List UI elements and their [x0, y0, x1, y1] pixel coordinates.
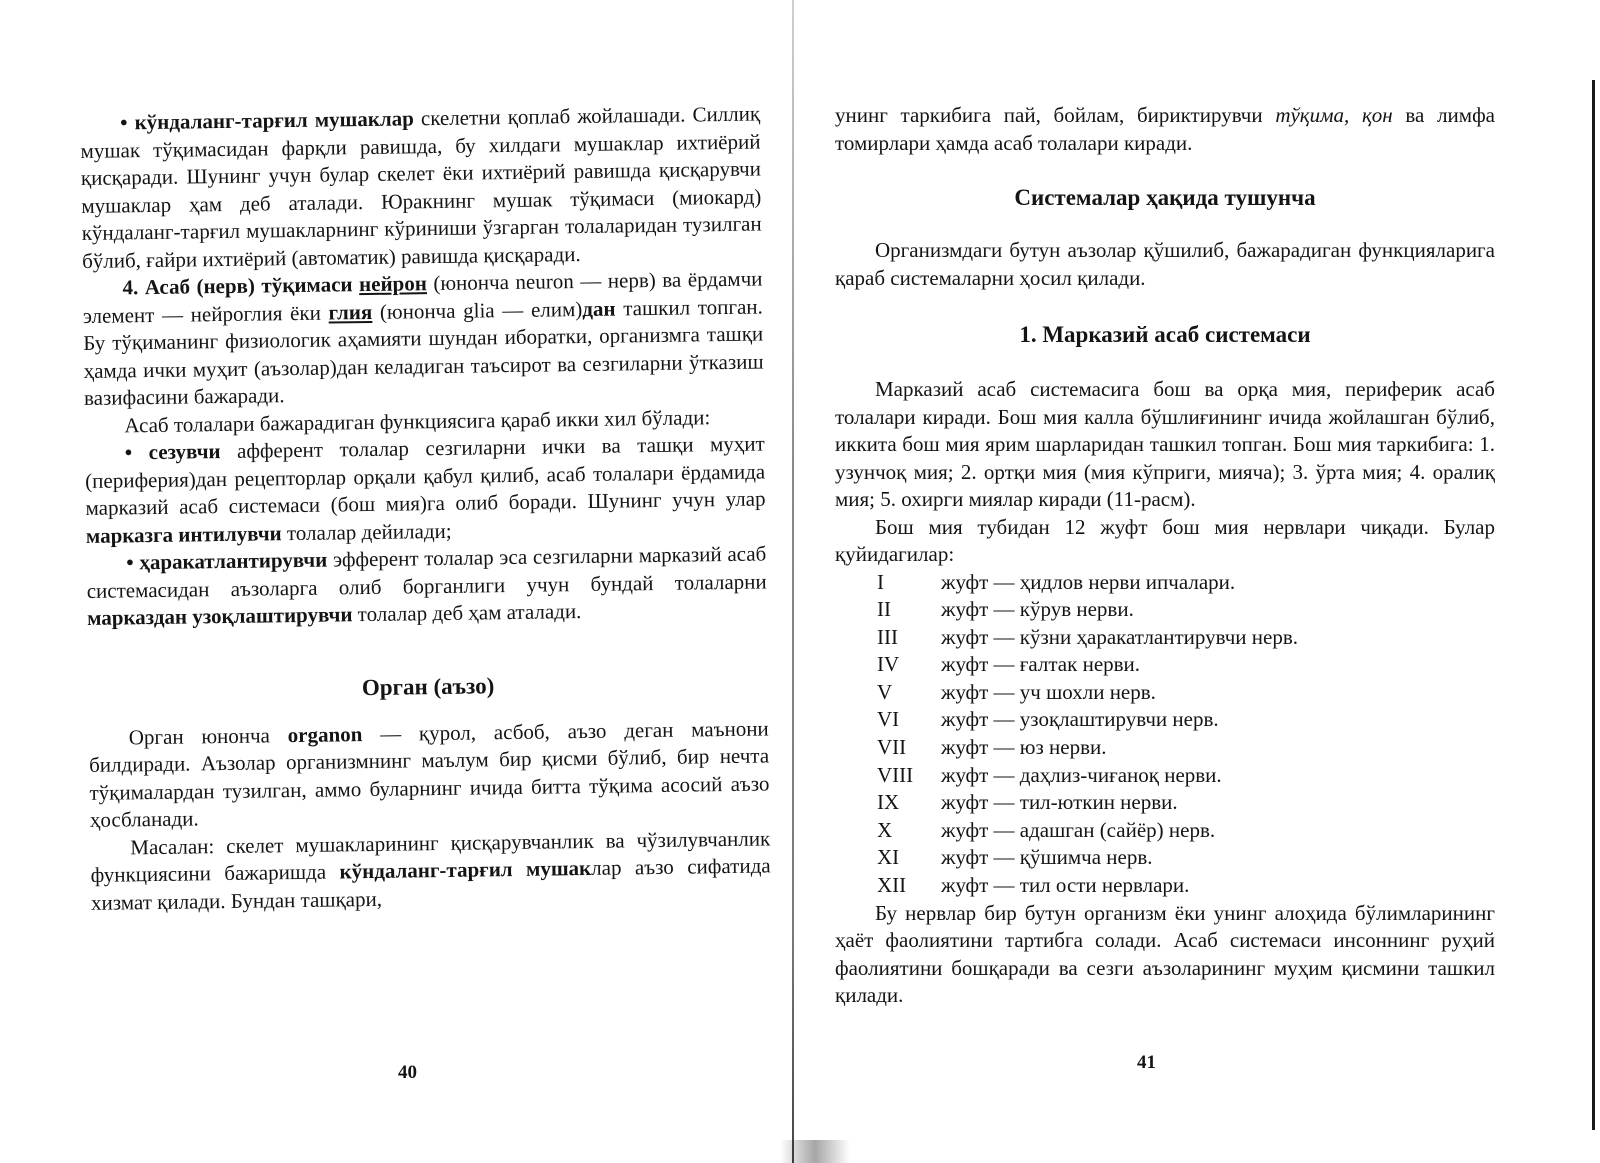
nerve-number: II: [877, 597, 891, 622]
paragraph-systems: Организмдаги бутун аъзолар қўшилиб, бажарадиган функцияларига қараб системаларни ҳосил қилади.: [835, 238, 1495, 290]
nerve-description: жуфт — ғалтак нерви.: [941, 652, 1141, 677]
paragraph-text: унинг таркибига пай, бойлам, бириктирувчи: [835, 103, 1276, 127]
paragraph-motor: [86, 540, 767, 632]
nerve-description: жуфт — тил ости нервлари.: [941, 873, 1190, 898]
nerve-number: VIII: [877, 762, 914, 787]
term-striated-muscles: кўндаланг-тарғил мушаклар: [134, 106, 415, 135]
nerve-number: V: [877, 679, 893, 704]
nerve-description: жуфт — кўзни ҳаракатлантирувчи нерв.: [941, 624, 1299, 649]
nerve-number: VI: [877, 707, 900, 732]
nerve-description: жуфт — уч шохли нерв.: [941, 679, 1156, 704]
nerve-description: жуфт — қўшимча нерв.: [941, 845, 1153, 870]
paragraph-text: (юнонча neuron — нерв) ва ёрдамчи элемент — нейроглия ёки: [82, 266, 763, 328]
nerve-description: жуфт — даҳлиз-чиғаноқ нерви.: [941, 762, 1222, 787]
term-neuron: нейрон: [358, 271, 428, 297]
nerve-number: IV: [877, 652, 900, 677]
paragraph-cranial-nerves: Бош мия тубидан 12 жуфт бош мия нервлари чиқади. Булар қуйидагилар:: [835, 514, 1495, 566]
term-sensory: сезувчи: [148, 439, 221, 465]
nerve-list-item: [835, 706, 1495, 734]
section-title-nerve-tissue: 4. Асаб (нерв) тўқимаси: [122, 272, 353, 300]
nerve-description: жуфт — ҳидлов нерви ипчалари.: [941, 569, 1236, 594]
left-page-content: [80, 101, 771, 917]
paragraph-text: афферент толалар сезгиларни ички ва ташқи муҳит (периферия)дан рецепторлар орқали қабул қилиб, асаб толалари ёрдамида марказий асаб системаси (бош мия)га олиб боради. Шунинг учун улар: [85, 431, 766, 520]
heading-organ: Орган (аъзо): [361, 672, 495, 700]
nerve-number: III: [877, 624, 898, 649]
nerve-description: жуфт — юз нерви.: [941, 735, 1107, 760]
nerve-list-item: [835, 569, 1495, 597]
page-number: 41: [1137, 1052, 1156, 1073]
heading-cns: 1. Марказий асаб системаси: [1019, 322, 1311, 347]
nerve-number: XII: [877, 873, 907, 898]
paragraph-nerve-tissue: [82, 265, 764, 412]
nerve-number: I: [877, 569, 884, 594]
nerve-description: жуфт — узоқлаштирувчи нерв.: [941, 707, 1219, 732]
nerve-number: IX: [877, 790, 900, 815]
term-organon: organon: [287, 721, 363, 747]
nerve-list-item: [835, 872, 1495, 900]
bold-suffix: дан: [582, 296, 616, 321]
nerve-number: VII: [877, 735, 907, 760]
italic-term: тўқима, қон: [1275, 103, 1393, 127]
term-striated-muscle: кўндаланг-тарғил мушак: [339, 855, 592, 884]
nerve-list-item: [835, 762, 1495, 790]
paragraph-cns: Марказий асаб системасига бош ва орқа мия, периферик асаб толалари киради. Бош мия калла бўшлиғининг ичида жойлашган бўлиб, иккита бош мия ярим шарларидан ташкил топган. Бош мия таркибига: 1. узунчоқ мия; 2. ортқи мия (мия кўприги, миячa); 3. ўрта мия; 4. оралиқ мия; 5. охирги миялар киради (11-расм).: [835, 377, 1495, 511]
paragraph-striated-muscles: [80, 101, 762, 275]
paragraph-organ: [89, 715, 770, 834]
nerve-list-item: [835, 596, 1495, 624]
term-centripetal: марказга интилувчи: [85, 520, 282, 548]
nerve-list-item: [835, 624, 1495, 652]
bullet: •: [124, 440, 133, 465]
nerve-list-item: [835, 651, 1495, 679]
nerve-list-item: [835, 817, 1495, 845]
nerve-list-item: [835, 789, 1495, 817]
paragraph-text: толалар деб ҳам аталади.: [352, 599, 582, 627]
paragraph-text: эфферент толалар эса сезгиларни марказий асаб системасидан аъзоларга олиб борганлиги учун бундай толаларни: [86, 541, 767, 603]
nerve-description: жуфт — адашган (сайёр) нерв.: [941, 817, 1216, 842]
page-number: 40: [398, 1062, 417, 1083]
nerve-list-item: [835, 844, 1495, 872]
term-glia: глия: [328, 299, 373, 325]
nerve-number: X: [877, 817, 893, 842]
paragraph-text: — қурол, асбоб, аъзо деган маънони билдиради. Аъзолар организмнинг маълум бир қисми бўлиб, бир нечта тўқималардан тузилган, аммо буларнинг ичида битта тўқима асосий аъзо ҳосбланади.: [88, 715, 770, 832]
left-page: [0, 0, 790, 1163]
nerve-list-item: [835, 734, 1495, 762]
nerve-list-item: [835, 679, 1495, 707]
bullet: •: [126, 550, 134, 575]
paragraph-sensory: [85, 430, 766, 549]
paragraph-text: ва лимфа томирлари ҳамда асаб толалари киради.: [835, 103, 1495, 155]
paragraph-text: Масалан: скелет мушакларининг қисқарувчанлик ва чўзилувчанлик функциясини бажаришда: [90, 825, 771, 887]
nerve-description: жуфт — тил-юткин нерви.: [941, 790, 1178, 815]
paragraph-text: лар аъзо сифатида хизмат қилади. Бундан ташқари,: [90, 853, 771, 915]
bullet: •: [120, 110, 128, 135]
paragraph-nerves-function: Бу нервлар бир бутун организм ёки унинг алоҳида бўлимларининг ҳаёт фаолиятини тартибга солади. Асаб системаси инсоннинг руҳий фаолиятини бошқаради ва сезги аъзоларининг муҳим қисмини ташкил қилади.: [835, 900, 1495, 1008]
paragraph-text: толалар дейилади;: [281, 518, 452, 545]
heading-systems: Системалар ҳақида тушунча: [1014, 185, 1316, 210]
paragraph-text: скелетни қоплаб жойлашади. Силлиқ мушак тўқимасидан фарқли равишда, бу хилдаги мушаклар ихтиёрий қисқаради. Шунинг учун булар скелет ёки ихтиёрий равишда қисқарувчи мушаклар ҳам деб аталади. Юракнинг мушак тўқимаси (миокард) кўндаланг-тарғил мушакларнинг кўриниши ўзгарган толаларидан тузилган бўлиб, ғайри ихтиёрий (автоматик) равишда қисқаради.: [80, 101, 762, 273]
cranial-nerve-list: [835, 569, 1495, 900]
paragraph-text: Орган юнонча: [128, 722, 288, 749]
paragraph-text: (юнонча glia — елим): [372, 296, 583, 324]
term-centrifugal: марказдан узоқлаштирувчи: [86, 602, 353, 630]
paragraph-nerve-fibers: Асаб толалари бажарадиган функциясига қараб икки хил бўлади:: [124, 404, 711, 437]
nerve-number: XI: [877, 845, 900, 870]
paragraph-text: ташкил топган. Бу тўқиманинг физиологик аҳамияти шундан иборатки, организмга ташқи ҳамда ички муҳит (аъзолар)дан келадиган таъсирот ва сезгиларни ўтказиш вазифасини бажаради.: [83, 293, 764, 410]
paragraph-example: [90, 825, 771, 917]
book-spine: [792, 0, 794, 1163]
nerve-description: жуфт — кўрув нерви.: [941, 597, 1134, 622]
term-motor: ҳаракатлантирувчи: [139, 547, 328, 575]
right-page-content: [835, 102, 1495, 1010]
paragraph-continuation: [835, 102, 1495, 157]
